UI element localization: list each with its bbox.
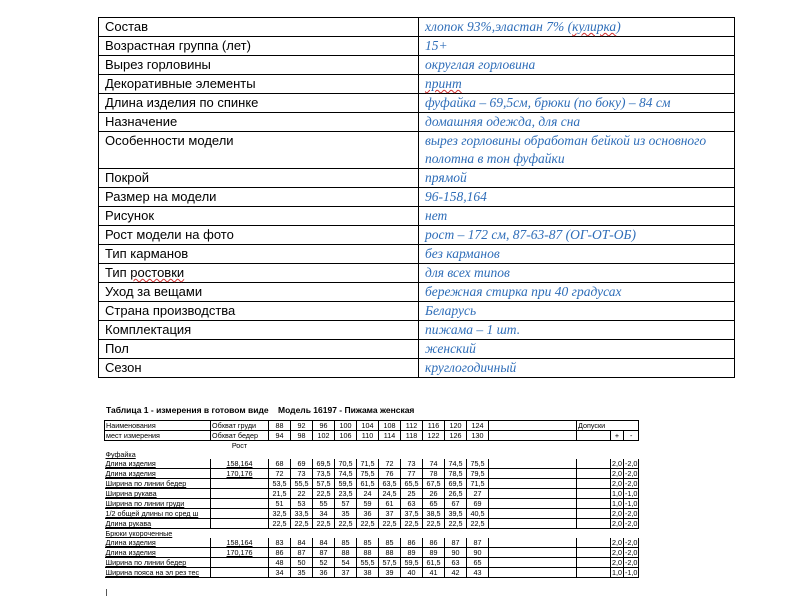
size-value: 61 (379, 499, 401, 509)
measurement-name: Длина изделия (105, 548, 211, 558)
measurement-name: 1/2 общей длины по сред ш (105, 509, 211, 519)
size-value: 38 (357, 568, 379, 578)
attribute-label: Состав (99, 18, 419, 37)
attribute-label: Покрой (99, 169, 419, 188)
tolerance-minus-value: -2,0 (625, 519, 638, 528)
attribute-label: Сезон (99, 359, 419, 378)
empty-cell (489, 568, 577, 578)
attribute-label: Особенности модели (99, 132, 419, 169)
size-value: 27 (467, 489, 489, 499)
size-value: 71,5 (357, 459, 379, 469)
empty-cell (105, 441, 211, 451)
size-value: 61,5 (357, 479, 379, 489)
size-value: 88 (379, 548, 401, 558)
attribute-value (419, 75, 735, 94)
size-value: 69 (291, 459, 313, 469)
chest-size: 108 (379, 421, 401, 431)
size-value: 51 (269, 499, 291, 509)
measurement-row (105, 489, 639, 499)
tolerance-plus-value: 1,0 (612, 489, 622, 498)
attribute-value: вырез горловины обработан бейкой из основного полотна в тон фуфайки (419, 132, 735, 169)
tolerance-plus-value: 2,0 (612, 509, 622, 518)
size-value: 75,5 (467, 459, 489, 469)
attributes-body (99, 18, 735, 378)
attribute-label: Уход за вещами (99, 283, 419, 302)
size-value: 57,5 (379, 558, 401, 568)
rost-value (211, 558, 269, 568)
size-value: 84 (313, 538, 335, 548)
size-value: 86 (401, 538, 423, 548)
size-value: 22,5 (313, 489, 335, 499)
size-value: 71,5 (467, 479, 489, 489)
size-value: 55 (313, 499, 335, 509)
header-label: мест измерения (105, 431, 211, 441)
chest-size: 88 (269, 421, 291, 431)
size-value: 79,5 (467, 469, 489, 479)
hip-size: 118 (401, 431, 423, 441)
size-value: 37 (335, 568, 357, 578)
attribute-row (99, 283, 735, 302)
measurement-name: Ширина рукава (105, 489, 211, 499)
size-value: 43 (467, 568, 489, 578)
size-value: 22,5 (335, 519, 357, 529)
size-value: 40 (401, 568, 423, 578)
size-value: 59,5 (335, 479, 357, 489)
size-value: 40,5 (467, 509, 489, 519)
hip-size: 110 (357, 431, 379, 441)
size-value: 39,5 (445, 509, 467, 519)
empty-cell (489, 509, 577, 519)
size-value: 87 (445, 538, 467, 548)
attribute-label: Комплектация (99, 321, 419, 340)
product-attributes-table (98, 17, 735, 378)
tolerance-minus-value: -2,0 (625, 479, 638, 488)
attribute-value: круглогодичный (419, 359, 735, 378)
size-value: 48 (269, 558, 291, 568)
attribute-row (99, 113, 735, 132)
chest-girth-label: Обхват груди (211, 421, 269, 431)
empty-cell (577, 558, 611, 568)
size-value: 90 (467, 548, 489, 558)
measurement-row (105, 469, 639, 479)
rost-value (211, 479, 269, 489)
measurement-name: Длина изделия (105, 459, 211, 469)
size-value: 63 (401, 499, 423, 509)
tolerance-plus-value: 1,0 (612, 499, 622, 508)
tolerance-plus-value: 2,0 (612, 459, 622, 468)
tolerance-minus-value: -2,0 (625, 459, 638, 468)
size-value: 22,5 (379, 519, 401, 529)
size-value: 22,5 (445, 519, 467, 529)
attribute-value: фуфайка – 69,5см, брюки (по боку) – 84 см (419, 94, 735, 113)
tolerance-minus-value: -2,0 (625, 558, 638, 567)
size-value: 54 (335, 558, 357, 568)
size-value: 34 (269, 568, 291, 578)
size-value: 53 (291, 499, 313, 509)
empty-cell (489, 469, 577, 479)
measurement-name: Ширина по линии бедер (105, 479, 211, 489)
tolerance-plus-value: 1,0 (612, 568, 622, 577)
size-value: 77 (401, 469, 423, 479)
attribute-row (99, 264, 735, 283)
size-value: 89 (401, 548, 423, 558)
attribute-row (99, 56, 735, 75)
measurement-name: Ширина по линии бедер (105, 558, 211, 568)
attribute-value: пижама – 1 шт. (419, 321, 735, 340)
size-header-row (105, 421, 639, 431)
tolerance-plus-value: 2,0 (612, 519, 622, 528)
tolerance-plus: + (611, 431, 624, 441)
rost-value (211, 568, 269, 578)
size-value: 52 (313, 558, 335, 568)
measurements-table (104, 420, 639, 578)
size-value: 37 (379, 509, 401, 519)
size-value: 39 (379, 568, 401, 578)
rost-value (211, 489, 269, 499)
size-value: 36 (313, 568, 335, 578)
rost-header-row (105, 441, 639, 451)
attribute-value: женский (419, 340, 735, 359)
measurement-name: Ширина пояса на эл рез тес (105, 568, 211, 578)
size-value: 22,5 (313, 519, 335, 529)
size-value: 23,5 (335, 489, 357, 499)
rost-value (211, 499, 269, 509)
empty-cell (489, 459, 577, 469)
empty-cell (489, 479, 577, 489)
size-value: 69 (467, 499, 489, 509)
size-value: 59,5 (401, 558, 423, 568)
tolerance-minus-value: -1,0 (625, 499, 638, 508)
chest-size: 116 (423, 421, 445, 431)
empty-cell (211, 529, 639, 539)
size-value: 65,5 (401, 479, 423, 489)
size-value: 50 (291, 558, 313, 568)
spellcheck-word: кулирка (572, 19, 617, 34)
tolerance-minus-value: -1,0 (625, 489, 638, 498)
empty-cell (577, 568, 611, 578)
size-value: 41 (423, 568, 445, 578)
rost-value: 158,164 (211, 538, 269, 548)
size-value: 70,5 (335, 459, 357, 469)
rost-value: 170,176 (211, 469, 269, 479)
chest-size: 100 (335, 421, 357, 431)
attribute-label: Вырез горловины (99, 56, 419, 75)
tolerance-plus-value: 2,0 (612, 558, 622, 567)
size-value: 72 (269, 469, 291, 479)
measurement-name: Длина изделия (105, 469, 211, 479)
size-value: 74 (423, 459, 445, 469)
size-value: 85 (335, 538, 357, 548)
size-value: 22,5 (357, 519, 379, 529)
text-cursor (106, 589, 107, 596)
size-value: 22 (291, 489, 313, 499)
attribute-row (99, 302, 735, 321)
size-value: 33,5 (291, 509, 313, 519)
size-value: 89 (423, 548, 445, 558)
size-value: 84 (291, 538, 313, 548)
spellcheck-word: ростовки (130, 265, 185, 280)
tolerance-minus-value: -2,0 (625, 548, 638, 557)
size-value: 26,5 (445, 489, 467, 499)
size-value: 53,5 (269, 479, 291, 489)
hip-size: 106 (335, 431, 357, 441)
measurement-row (105, 519, 639, 529)
measurement-row (105, 558, 639, 568)
empty-cell (577, 509, 611, 519)
hip-girth-label: Обхват бедер (211, 431, 269, 441)
chest-size: 92 (291, 421, 313, 431)
size-value: 87 (467, 538, 489, 548)
size-value: 88 (335, 548, 357, 558)
hip-size: 126 (445, 431, 467, 441)
size-value: 67 (445, 499, 467, 509)
rost-value: 158,164 (211, 459, 269, 469)
measurement-row (105, 479, 639, 489)
measurement-row (105, 509, 639, 519)
attribute-row (99, 245, 735, 264)
size-value: 73 (291, 469, 313, 479)
attribute-row (99, 169, 735, 188)
attribute-value: 15+ (419, 37, 735, 56)
attribute-value: 96-158,164 (419, 188, 735, 207)
empty-cell (211, 450, 639, 459)
size-value: 78,5 (445, 469, 467, 479)
size-value: 65 (467, 558, 489, 568)
size-value: 85 (357, 538, 379, 548)
measurement-row (105, 538, 639, 548)
measurement-name: Ширина по линии груди (105, 499, 211, 509)
hip-size: 98 (291, 431, 313, 441)
measurement-row (105, 548, 639, 558)
rost-value: 170,176 (211, 548, 269, 558)
section-row-top (105, 450, 639, 459)
measurement-row (105, 459, 639, 469)
section-title: Фуфайка (105, 450, 136, 459)
attribute-row (99, 226, 735, 245)
size-value: 73,5 (313, 469, 335, 479)
attribute-label: Размер на модели (99, 188, 419, 207)
section-title: Брюки укороченные (105, 529, 173, 538)
size-value: 67,5 (423, 479, 445, 489)
size-value: 59 (357, 499, 379, 509)
attribute-value: для всех типов (419, 264, 735, 283)
chest-size: 96 (313, 421, 335, 431)
attribute-row (99, 75, 735, 94)
size-value: 42 (445, 568, 467, 578)
chest-size: 124 (467, 421, 489, 431)
measurement-name: Длина изделия (105, 538, 211, 548)
attribute-value: бережная стирка при 40 градусах (419, 283, 735, 302)
measurements-title: Таблица 1 - измерения в готовом виде Модель 16197 - Пижама женская (106, 405, 415, 415)
tolerance-minus-value: -1,0 (625, 568, 638, 577)
attribute-value: без карманов (419, 245, 735, 264)
attribute-label: Декоративные элементы (99, 75, 419, 94)
size-value: 55,5 (291, 479, 313, 489)
size-value: 57,5 (313, 479, 335, 489)
spellcheck-word: принт (425, 76, 462, 91)
rost-value (211, 519, 269, 529)
size-value: 26 (423, 489, 445, 499)
hip-header-row (105, 431, 639, 441)
empty-cell (577, 469, 611, 479)
tolerance-minus: - (624, 431, 639, 441)
size-value: 76 (379, 469, 401, 479)
size-value: 69,5 (313, 459, 335, 469)
attribute-value: прямой (419, 169, 735, 188)
size-value: 83 (269, 538, 291, 548)
attribute-row (99, 207, 735, 226)
size-value: 22,5 (423, 519, 445, 529)
empty-cell (489, 431, 577, 441)
attribute-row (99, 18, 735, 37)
empty-cell (577, 459, 611, 469)
empty-cell (577, 519, 611, 529)
section-row-bottom (105, 529, 639, 539)
empty-cell (489, 499, 577, 509)
size-value: 78 (423, 469, 445, 479)
attribute-value: Беларусь (419, 302, 735, 321)
empty-cell (577, 499, 611, 509)
attribute-row (99, 37, 735, 56)
tolerance-minus-value: -2,0 (625, 538, 638, 547)
size-value: 32,5 (269, 509, 291, 519)
tolerance-label: Допуски (577, 421, 639, 431)
attribute-value: рост – 172 см, 87-63-87 (ОГ-ОТ-ОБ) (419, 226, 735, 245)
attribute-row (99, 359, 735, 378)
attribute-label: Рост модели на фото (99, 226, 419, 245)
measurement-name: Длина рукава (105, 519, 211, 529)
attribute-value: домашняя одежда, для сна (419, 113, 735, 132)
size-value: 55,5 (357, 558, 379, 568)
size-value: 34 (313, 509, 335, 519)
size-value: 86 (423, 538, 445, 548)
empty-cell (577, 538, 611, 548)
size-value: 25 (401, 489, 423, 499)
size-value: 38,5 (423, 509, 445, 519)
hip-size: 114 (379, 431, 401, 441)
attribute-label: Тип ростовки (99, 264, 419, 283)
size-value: 61,5 (423, 558, 445, 568)
empty-cell (489, 548, 577, 558)
attribute-label: Пол (99, 340, 419, 359)
tolerance-plus-value: 2,0 (612, 548, 622, 557)
size-value: 69,5 (445, 479, 467, 489)
size-value: 22,5 (467, 519, 489, 529)
size-value: 63,5 (379, 479, 401, 489)
tolerance-minus-value: -2,0 (625, 509, 638, 518)
size-value: 22,5 (269, 519, 291, 529)
rost-label: Рост (231, 441, 248, 450)
empty-cell (577, 431, 611, 441)
size-value: 68 (269, 459, 291, 469)
measurement-row (105, 568, 639, 578)
tolerance-plus-value: 2,0 (612, 538, 622, 547)
measurements-body (105, 421, 639, 578)
hip-size: 94 (269, 431, 291, 441)
size-value: 74,5 (445, 459, 467, 469)
attribute-label: Страна производства (99, 302, 419, 321)
empty-cell (269, 441, 639, 451)
empty-cell (577, 489, 611, 499)
rost-value (211, 509, 269, 519)
attribute-row (99, 94, 735, 113)
chest-size: 104 (357, 421, 379, 431)
chest-size: 120 (445, 421, 467, 431)
attribute-row (99, 340, 735, 359)
empty-cell (489, 489, 577, 499)
size-value: 75,5 (357, 469, 379, 479)
tolerance-plus-value: 2,0 (612, 469, 622, 478)
attribute-row (99, 132, 735, 169)
size-value: 65 (423, 499, 445, 509)
empty-cell (489, 421, 577, 431)
attribute-value: нет (419, 207, 735, 226)
empty-cell (489, 519, 577, 529)
attribute-row (99, 188, 735, 207)
attribute-label: Назначение (99, 113, 419, 132)
size-value: 63 (445, 558, 467, 568)
size-value: 22,5 (401, 519, 423, 529)
tolerance-minus-value: -2,0 (625, 469, 638, 478)
chest-size: 112 (401, 421, 423, 431)
size-value: 24 (357, 489, 379, 499)
size-value: 85 (379, 538, 401, 548)
hip-size: 130 (467, 431, 489, 441)
tolerance-plus-value: 2,0 (612, 479, 622, 488)
hip-size: 102 (313, 431, 335, 441)
attribute-value: округлая горловина (419, 56, 735, 75)
size-value: 35 (335, 509, 357, 519)
size-value: 35 (291, 568, 313, 578)
size-value: 87 (313, 548, 335, 558)
size-value: 36 (357, 509, 379, 519)
attribute-label: Длина изделия по спинке (99, 94, 419, 113)
attribute-label: Рисунок (99, 207, 419, 226)
empty-cell (577, 479, 611, 489)
attribute-row (99, 321, 735, 340)
size-value: 24,5 (379, 489, 401, 499)
size-value: 74,5 (335, 469, 357, 479)
size-value: 86 (269, 548, 291, 558)
attribute-value: хлопок 93%,эластан 7% (кулирка) (419, 18, 735, 37)
measurement-row (105, 499, 639, 509)
size-value: 90 (445, 548, 467, 558)
size-value: 73 (401, 459, 423, 469)
size-value: 21,5 (269, 489, 291, 499)
attribute-label: Тип карманов (99, 245, 419, 264)
hip-size: 122 (423, 431, 445, 441)
size-value: 87 (291, 548, 313, 558)
attribute-label: Возрастная группа (лет) (99, 37, 419, 56)
size-value: 88 (357, 548, 379, 558)
size-value: 22,5 (291, 519, 313, 529)
empty-cell (489, 538, 577, 548)
empty-cell (489, 558, 577, 568)
size-value: 37,5 (401, 509, 423, 519)
empty-cell (577, 548, 611, 558)
size-value: 72 (379, 459, 401, 469)
size-value: 57 (335, 499, 357, 509)
header-label: Наименования (105, 421, 211, 431)
